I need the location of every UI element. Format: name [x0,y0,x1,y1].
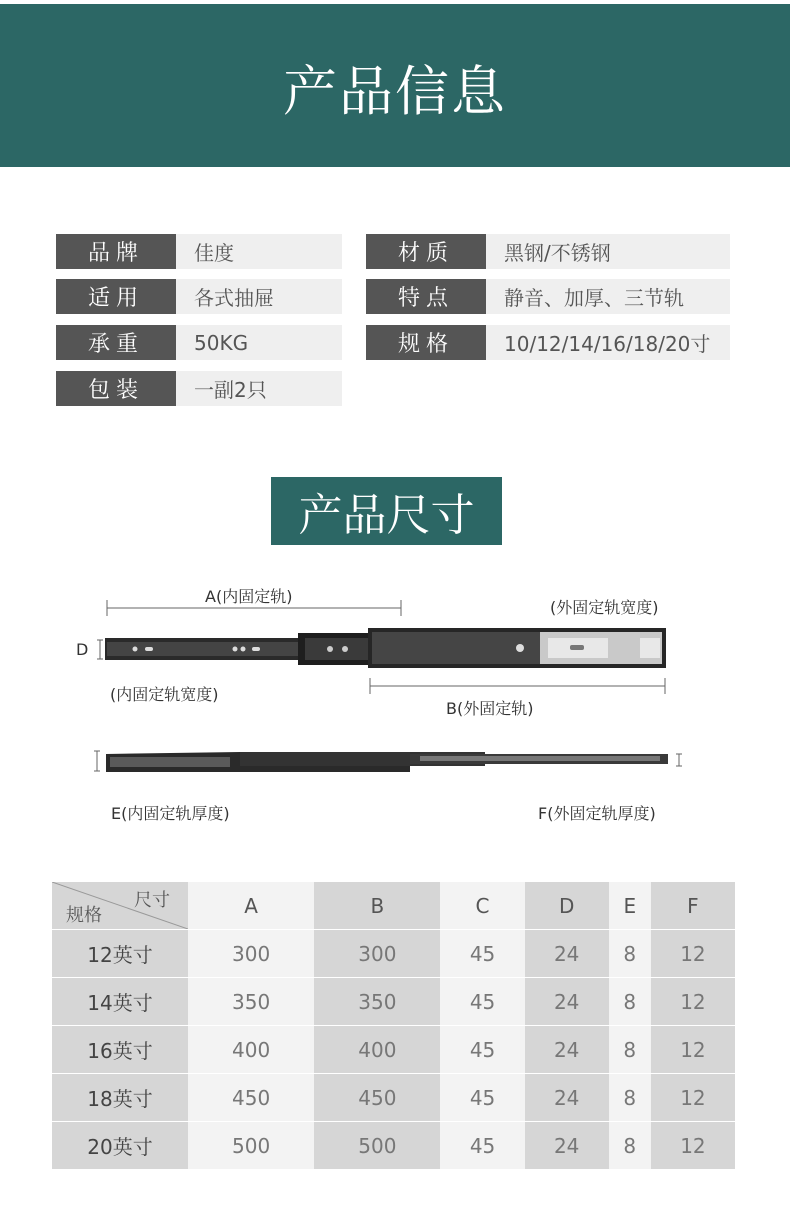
column-header: B [314,882,440,930]
table-row [52,1122,735,1170]
info-row-load [56,325,342,360]
column-header: C [440,882,524,930]
label-b-outer-rail: B(外固定轨) [446,699,534,718]
info-label: 品牌 [56,234,176,269]
row-header: 20英寸 [52,1122,188,1170]
table-cell: 500 [188,1122,314,1170]
table-row [52,1026,735,1074]
info-row-brand [56,234,342,269]
table-cell: 12 [651,1122,735,1170]
label-outer-rail-width: (外固定轨宽度) [550,598,659,617]
info-row-feature [366,279,730,314]
label-e-inner-thickness: E(内固定轨厚度) [111,804,230,823]
table-header-row [52,882,735,930]
table-cell: 24 [525,930,609,978]
table-cell: 450 [314,1074,440,1122]
table-cell: 350 [314,978,440,1026]
table-cell: 8 [609,1074,651,1122]
table-cell: 8 [609,978,651,1026]
table-cell: 450 [188,1074,314,1122]
info-label: 包装 [56,371,176,406]
table-cell: 8 [609,1026,651,1074]
info-value: 佳度 [176,234,342,269]
info-row-material [366,234,730,269]
info-label: 材质 [366,234,486,269]
label-a-inner-rail: A(内固定轨) [205,587,293,606]
table-cell: 24 [525,1122,609,1170]
table-cell: 12 [651,1026,735,1074]
table-corner-cell [52,882,188,930]
info-row-spec [366,325,730,360]
table-row [52,1074,735,1122]
table-cell: 45 [440,930,524,978]
header-banner [0,4,790,167]
table-cell: 45 [440,1074,524,1122]
spec-table [52,882,735,1170]
info-value: 一副2只 [176,371,342,406]
info-label: 承重 [56,325,176,360]
table-cell: 24 [525,1026,609,1074]
table-cell: 8 [609,930,651,978]
info-value: 各式抽屉 [176,279,342,314]
info-value: 静音、加厚、三节轨 [486,279,730,314]
row-header: 18英寸 [52,1074,188,1122]
table-cell: 12 [651,930,735,978]
info-value: 10/12/14/16/18/20寸 [486,325,730,360]
table-cell: 24 [525,1074,609,1122]
table-cell: 500 [314,1122,440,1170]
table-cell: 12 [651,978,735,1026]
table-cell: 45 [440,978,524,1026]
info-value: 50KG [176,325,342,360]
page-title: 产品信息 [283,60,507,123]
table-cell: 24 [525,978,609,1026]
label-inner-rail-width: (内固定轨宽度) [110,685,219,704]
row-header: 14英寸 [52,978,188,1026]
info-value: 黑钢/不锈钢 [486,234,730,269]
table-cell: 400 [314,1026,440,1074]
row-header: 12英寸 [52,930,188,978]
corner-label-size: 尺寸 [134,890,170,911]
table-cell: 350 [188,978,314,1026]
label-f-outer-thickness: F(外固定轨厚度) [538,804,656,823]
info-label: 适用 [56,279,176,314]
info-row-usage [56,279,342,314]
label-d: D [76,640,89,659]
table-row [52,930,735,978]
rail-diagram [0,580,790,780]
column-header: E [609,882,651,930]
corner-label-spec: 规格 [66,905,102,926]
column-header: D [525,882,609,930]
table-cell: 300 [314,930,440,978]
table-cell: 45 [440,1122,524,1170]
row-header: 16英寸 [52,1026,188,1074]
table-cell: 300 [188,930,314,978]
table-cell: 12 [651,1074,735,1122]
info-label: 规格 [366,325,486,360]
section-title-dimensions: 产品尺寸 [271,477,502,545]
info-row-package [56,371,342,406]
column-header: F [651,882,735,930]
table-cell: 8 [609,1122,651,1170]
table-cell: 400 [188,1026,314,1074]
column-header: A [188,882,314,930]
info-label: 特点 [366,279,486,314]
table-cell: 45 [440,1026,524,1074]
table-row [52,978,735,1026]
